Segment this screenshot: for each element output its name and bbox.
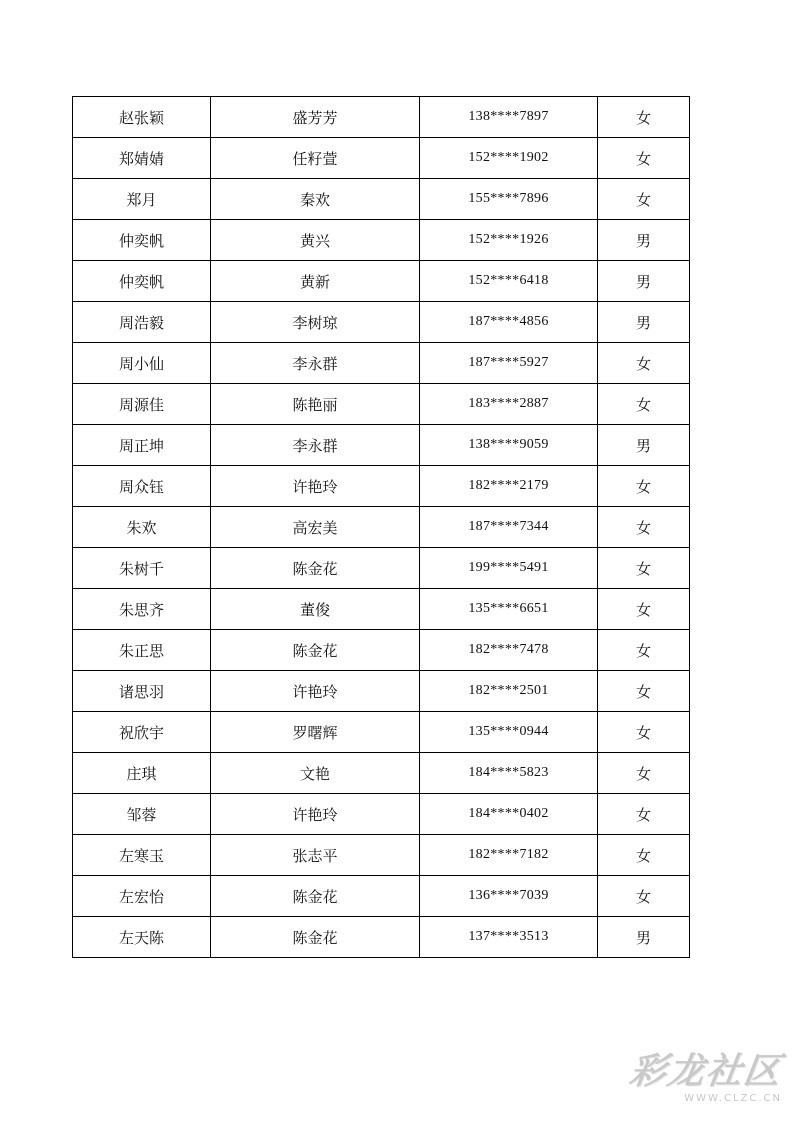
watermark-logo-text: 彩龙社区 — [627, 1050, 785, 1092]
student-name-cell: 周众钰 — [73, 466, 211, 507]
student-name-cell: 周源佳 — [73, 384, 211, 425]
parent-name-cell: 许艳玲 — [211, 466, 420, 507]
table-row — [73, 917, 690, 958]
parent-name-cell: 秦欢 — [211, 179, 420, 220]
gender-cell: 女 — [598, 589, 690, 630]
table-row — [73, 794, 690, 835]
phone-cell: 152****1902 — [420, 138, 598, 179]
gender-cell: 女 — [598, 138, 690, 179]
gender-cell: 女 — [598, 794, 690, 835]
parent-name-cell: 盛芳芳 — [211, 97, 420, 138]
parent-name-cell: 陈金花 — [211, 630, 420, 671]
gender-cell: 男 — [598, 917, 690, 958]
phone-cell: 155****7896 — [420, 179, 598, 220]
gender-cell: 男 — [598, 220, 690, 261]
student-name-cell: 周浩毅 — [73, 302, 211, 343]
student-name-cell: 仲奕帆 — [73, 220, 211, 261]
parent-name-cell: 罗曙辉 — [211, 712, 420, 753]
student-name-cell: 仲奕帆 — [73, 261, 211, 302]
phone-cell: 199****5491 — [420, 548, 598, 589]
student-name-cell: 郑月 — [73, 179, 211, 220]
gender-cell: 女 — [598, 630, 690, 671]
student-name-cell: 左天陈 — [73, 917, 211, 958]
parent-name-cell: 李树琼 — [211, 302, 420, 343]
parent-name-cell: 李永群 — [211, 343, 420, 384]
gender-cell: 女 — [598, 835, 690, 876]
table-row — [73, 630, 690, 671]
student-name-cell: 祝欣宇 — [73, 712, 211, 753]
phone-cell: 184****0402 — [420, 794, 598, 835]
parent-name-cell: 黄兴 — [211, 220, 420, 261]
phone-cell: 182****7478 — [420, 630, 598, 671]
table-row — [73, 753, 690, 794]
phone-cell: 187****7344 — [420, 507, 598, 548]
watermark-url: WWW.CLZC.CN — [684, 1093, 782, 1104]
phone-cell: 138****7897 — [420, 97, 598, 138]
parent-name-cell: 黄新 — [211, 261, 420, 302]
parent-name-cell: 高宏美 — [211, 507, 420, 548]
student-name-cell: 左宏怡 — [73, 876, 211, 917]
table-row — [73, 343, 690, 384]
table-row — [73, 261, 690, 302]
student-name-cell: 朱思齐 — [73, 589, 211, 630]
phone-cell: 135****0944 — [420, 712, 598, 753]
gender-cell: 女 — [598, 384, 690, 425]
parent-name-cell: 许艳玲 — [211, 794, 420, 835]
parent-name-cell: 许艳玲 — [211, 671, 420, 712]
roster-table — [72, 96, 690, 958]
gender-cell: 女 — [598, 712, 690, 753]
table-row — [73, 425, 690, 466]
student-name-cell: 朱正思 — [73, 630, 211, 671]
phone-cell: 138****9059 — [420, 425, 598, 466]
parent-name-cell: 陈金花 — [211, 548, 420, 589]
student-name-cell: 庄琪 — [73, 753, 211, 794]
parent-name-cell: 李永群 — [211, 425, 420, 466]
roster-table-body — [73, 97, 690, 958]
parent-name-cell: 文艳 — [211, 753, 420, 794]
parent-name-cell: 任籽萱 — [211, 138, 420, 179]
gender-cell: 女 — [598, 671, 690, 712]
phone-cell: 137****3513 — [420, 917, 598, 958]
phone-cell: 182****2179 — [420, 466, 598, 507]
phone-cell: 182****7182 — [420, 835, 598, 876]
table-row — [73, 302, 690, 343]
table-row — [73, 548, 690, 589]
parent-name-cell: 张志平 — [211, 835, 420, 876]
gender-cell: 女 — [598, 507, 690, 548]
table-row — [73, 876, 690, 917]
phone-cell: 187****5927 — [420, 343, 598, 384]
table-row — [73, 589, 690, 630]
table-row — [73, 179, 690, 220]
parent-name-cell: 董俊 — [211, 589, 420, 630]
parent-name-cell: 陈艳丽 — [211, 384, 420, 425]
gender-cell: 女 — [598, 466, 690, 507]
table-row — [73, 712, 690, 753]
watermark-logo — [612, 1050, 785, 1113]
gender-cell: 女 — [598, 97, 690, 138]
phone-cell: 183****2887 — [420, 384, 598, 425]
student-name-cell: 邹蓉 — [73, 794, 211, 835]
table-row — [73, 507, 690, 548]
student-name-cell: 左寒玉 — [73, 835, 211, 876]
table-row — [73, 466, 690, 507]
gender-cell: 女 — [598, 179, 690, 220]
student-name-cell: 朱树千 — [73, 548, 211, 589]
table-row — [73, 220, 690, 261]
phone-cell: 152****1926 — [420, 220, 598, 261]
gender-cell: 女 — [598, 753, 690, 794]
student-name-cell: 周小仙 — [73, 343, 211, 384]
student-name-cell: 郑婧婧 — [73, 138, 211, 179]
student-name-cell: 朱欢 — [73, 507, 211, 548]
gender-cell: 女 — [598, 876, 690, 917]
phone-cell: 136****7039 — [420, 876, 598, 917]
table-row — [73, 97, 690, 138]
student-name-cell: 赵张颖 — [73, 97, 211, 138]
phone-cell: 184****5823 — [420, 753, 598, 794]
table-row — [73, 835, 690, 876]
table-row — [73, 138, 690, 179]
student-name-cell: 诸思羽 — [73, 671, 211, 712]
phone-cell: 187****4856 — [420, 302, 598, 343]
gender-cell: 女 — [598, 343, 690, 384]
gender-cell: 女 — [598, 548, 690, 589]
phone-cell: 135****6651 — [420, 589, 598, 630]
phone-cell: 182****2501 — [420, 671, 598, 712]
table-row — [73, 671, 690, 712]
phone-cell: 152****6418 — [420, 261, 598, 302]
gender-cell: 男 — [598, 261, 690, 302]
parent-name-cell: 陈金花 — [211, 917, 420, 958]
table-row — [73, 384, 690, 425]
student-name-cell: 周正坤 — [73, 425, 211, 466]
parent-name-cell: 陈金花 — [211, 876, 420, 917]
gender-cell: 男 — [598, 425, 690, 466]
gender-cell: 男 — [598, 302, 690, 343]
